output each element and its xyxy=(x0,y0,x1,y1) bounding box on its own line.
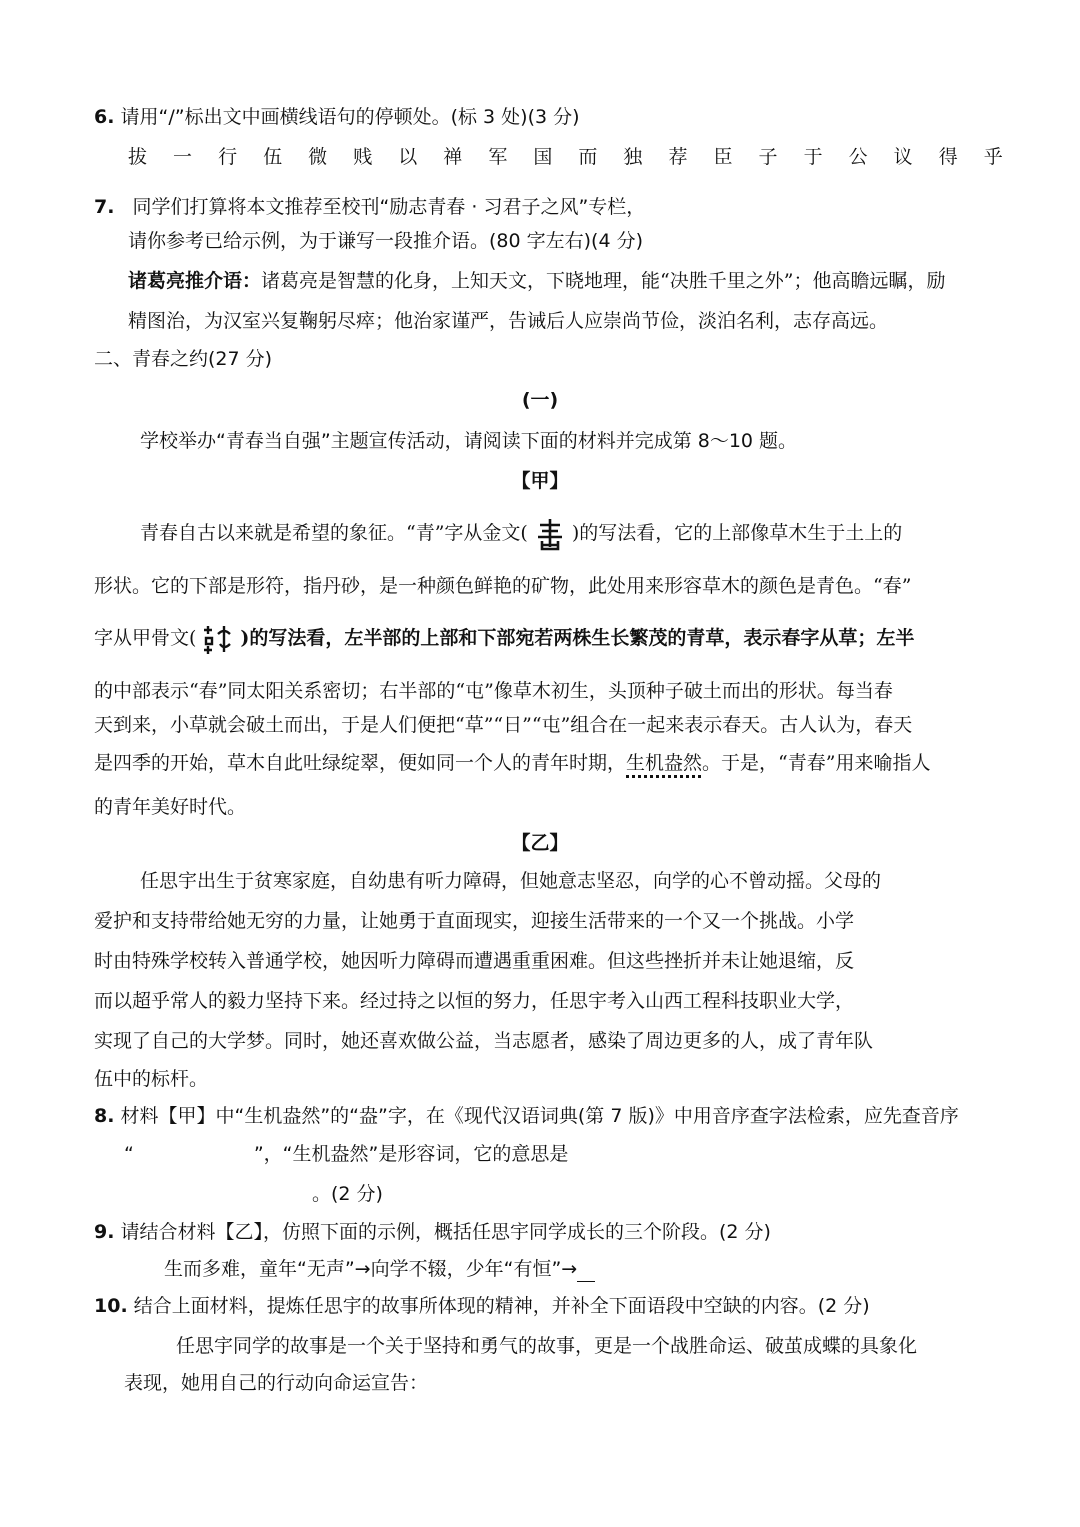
question-number: 10. xyxy=(94,1295,128,1317)
jia-text: 。于是，“青春”用来喻指人 xyxy=(702,752,931,774)
question-7 xyxy=(94,194,645,220)
question-10-line-2: 任思宇同学的故事是一个关于坚持和勇气的故事，更是一个战胜命运、破茧成蝶的具象化 xyxy=(176,1335,918,1357)
jia-line-4: 的中部表示“春”同太阳关系密切；右半部的“屯”像草木初生，头顶种子破土而出的形状。每当春 xyxy=(94,680,893,702)
question-text: 请用“/”标出文中画横线语句的停顿处。(标 3 处)(3 分) xyxy=(120,106,580,128)
question-text: 同学们打算将本文推荐至校刊“励志青春 · 习君子之风”专栏， xyxy=(132,196,646,218)
yi-line-2: 爱护和支持带给她无穷的力量，让她勇于直面现实，迎接生活带来的一个又一个挑战。小学 xyxy=(94,910,855,932)
example-text: 诸葛亮是智慧的化身，上知天文，下晓地理，能“决胜千里之外”；他高瞻远瞩，励 xyxy=(261,270,946,292)
question-10-line-3: 表现，她用自己的行动向命运宣告： xyxy=(124,1372,429,1394)
question-text: ”，“生机盎然”是形容词，它的意思是 xyxy=(253,1143,569,1165)
example-label: 诸葛亮推介语： xyxy=(128,270,262,292)
material-yi-heading: 【乙】 xyxy=(511,832,569,854)
section-title: 二、青春之约(27 分) xyxy=(94,348,273,370)
jia-text: 青春自古以来就是希望的象征。“青”字从金文( xyxy=(140,522,528,544)
question-9 xyxy=(94,1219,771,1245)
bronze-script-qing-icon xyxy=(532,517,568,551)
material-jia-heading: 【甲】 xyxy=(511,470,569,492)
emphasized-phrase: 生机盎然 xyxy=(626,752,703,774)
question-number: 8. xyxy=(94,1105,115,1127)
question-10 xyxy=(94,1293,870,1319)
jia-text: 是四季的开始，草木自此吐绿绽翠，便如同一个人的青年时期， xyxy=(94,752,627,774)
question-9-example xyxy=(164,1256,595,1282)
jia-line-7: 的青年美好时代。 xyxy=(94,796,247,818)
question-8-line-3: 。(2 分) xyxy=(312,1183,383,1205)
jia-line-1 xyxy=(140,517,902,551)
question-number: 9. xyxy=(94,1221,115,1243)
answer-blank[interactable] xyxy=(577,1263,595,1282)
jia-text: 字从甲骨文( xyxy=(94,627,197,649)
part-heading: (一) xyxy=(521,389,559,411)
example-line-1 xyxy=(128,268,945,294)
question-text: 材料【甲】中“生机盎然”的“盎”字，在《现代汉语词典(第 7 版)》中用音序查字法检索，应先查音序 xyxy=(120,1105,959,1127)
yi-line-5: 实现了自己的大学梦。同时，她还喜欢做公益，当志愿者，感染了周边更多的人，成了青年队 xyxy=(94,1030,874,1052)
jia-line-3 xyxy=(94,622,914,656)
jia-line-5: 天到来，小草就会破土而出，于是人们便把“草”“日”“屯”组合在一起来表示春天。古人认为，春天 xyxy=(94,714,913,736)
jia-text: )的写法看，左半部的上部和下部宛若两株生长繁茂的青草，表示春字从草；左半 xyxy=(240,627,915,649)
question-number: 7. xyxy=(94,196,115,218)
jia-line-6 xyxy=(94,750,930,776)
question-6-sentence: 拔 一 行 伍 微 贱 以 禅 军 国 而 独 荐 臣 子 于 公 议 得 乎 xyxy=(128,146,1013,168)
example-text: 生而多难，童年“无声”→向学不辍，少年“有恒”→ xyxy=(164,1258,578,1280)
section-intro: 学校举办“青春当自强”主题宣传活动，请阅读下面的材料并完成第 8～10 题。 xyxy=(140,430,798,452)
question-text: 结合上面材料，提炼任思宇的故事所体现的精神，并补全下面语段中空缺的内容。(2 分) xyxy=(133,1295,870,1317)
question-7-text-2: 请你参考已给示例，为于谦写一段推介语。(80 字左右)(4 分) xyxy=(128,230,643,252)
question-8 xyxy=(94,1103,959,1129)
yi-line-4: 而以超乎常人的毅力坚持下来。经过持之以恒的努力，任思宇考入山西工程科技职业大学， xyxy=(94,990,855,1012)
question-8-line-2 xyxy=(124,1141,568,1167)
question-text: 请结合材料【乙】，仿照下面的示例，概括任思宇同学成长的三个阶段。(2 分) xyxy=(120,1221,771,1243)
example-line-2: 精图治，为汉室兴复鞠躬尽瘁；他治家谨严，告诫后人应崇尚节俭，淡泊名利，志存高远。 xyxy=(128,310,889,332)
yi-line-1: 任思宇出生于贫寒家庭，自幼患有听力障碍，但她意志坚忍，向学的心不曾动摇。父母的 xyxy=(140,870,882,892)
jia-line-2: 形状。它的下部是形符，指丹砂，是一种颜色鲜艳的矿物，此处用来形容草木的颜色是青色。“春” xyxy=(94,575,912,597)
quote-mark: “ xyxy=(124,1143,134,1165)
yi-line-3: 时由特殊学校转入普通学校，她因听力障碍而遭遇重重困难。但这些挫折并未让她退缩，反 xyxy=(94,950,855,972)
question-6 xyxy=(94,104,580,130)
oracle-script-chun-icon xyxy=(200,622,236,656)
jia-text: )的写法看，它的上部像草木生于土上的 xyxy=(571,522,903,544)
yi-line-6: 伍中的标杆。 xyxy=(94,1068,209,1090)
question-number: 6. xyxy=(94,106,115,128)
